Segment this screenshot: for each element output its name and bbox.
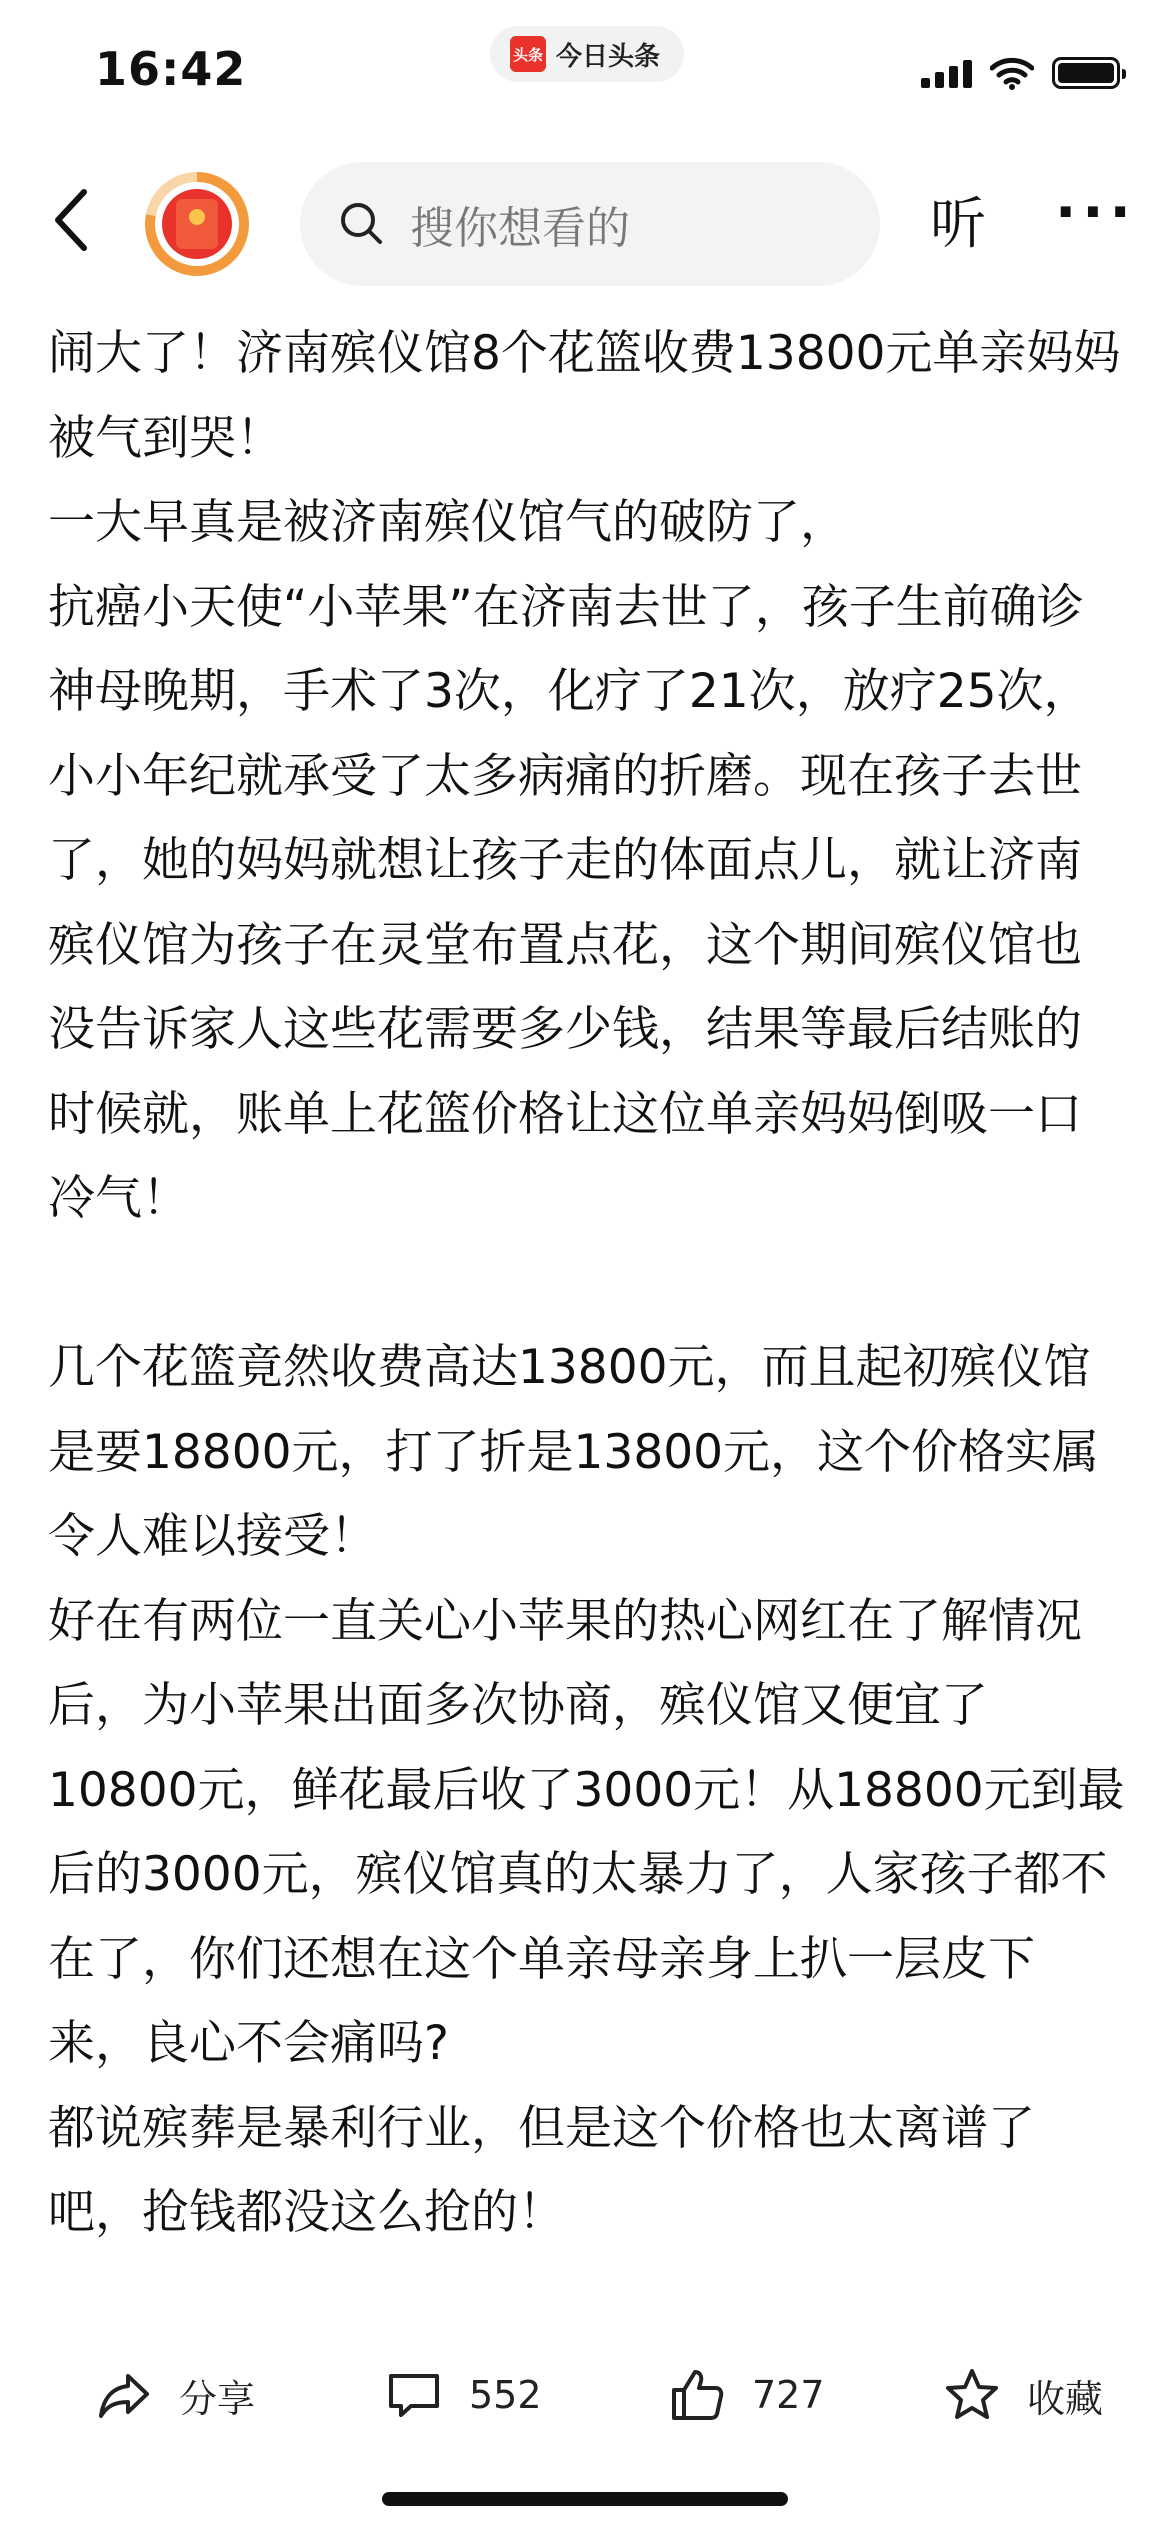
status-time: 16:42 bbox=[95, 42, 247, 96]
article-title: 闹大了！济南殡仪馆8个花篮收费13800元单亲妈妈被气到哭！ bbox=[48, 326, 1121, 466]
battery-icon bbox=[1052, 57, 1120, 89]
toutiao-logo-icon: 头条 bbox=[510, 36, 546, 72]
search-placeholder: 搜你想看的 bbox=[410, 203, 630, 254]
back-button[interactable] bbox=[40, 180, 110, 260]
search-icon bbox=[336, 198, 388, 250]
status-icons bbox=[921, 56, 1120, 90]
comment-count: 552 bbox=[469, 2373, 542, 2417]
red-envelope-avatar-button[interactable] bbox=[145, 172, 249, 276]
bottom-action-bar bbox=[0, 2340, 1170, 2450]
like-button[interactable] bbox=[668, 2340, 825, 2450]
share-button[interactable] bbox=[95, 2340, 255, 2450]
cellular-signal-icon bbox=[921, 58, 972, 88]
article-paragraph: 都说殡葬是暴利行业，但是这个价格也太离谱了吧，抢钱都没这么抢的！ bbox=[48, 2100, 1035, 2240]
share-label: 分享 bbox=[179, 2376, 256, 2421]
favorite-label: 收藏 bbox=[1027, 2376, 1104, 2421]
paragraph-gap bbox=[48, 1242, 1128, 1327]
app-indicator-pill[interactable] bbox=[490, 26, 684, 82]
app-name: 今日头条 bbox=[556, 41, 661, 72]
home-indicator[interactable] bbox=[382, 2492, 788, 2506]
listen-button[interactable]: 听 bbox=[930, 192, 986, 257]
status-bar bbox=[0, 0, 1170, 150]
star-icon bbox=[943, 2366, 1001, 2424]
search-input[interactable] bbox=[300, 162, 880, 286]
favorite-button[interactable] bbox=[943, 2340, 1103, 2450]
article-paragraph: 一大早真是被济南殡仪馆气的破防了， bbox=[48, 495, 847, 550]
comment-button[interactable] bbox=[385, 2340, 542, 2450]
share-icon bbox=[95, 2366, 153, 2424]
top-nav-bar bbox=[0, 150, 1170, 290]
wifi-icon bbox=[990, 56, 1034, 90]
comment-icon bbox=[385, 2366, 443, 2424]
article-paragraph: 好在有两位一直关心小苹果的热心网红在了解情况后，为小苹果出面多次协商，殡仪馆又便宜了10800元，鲜花最后收了3000元！从18800元到最后的3000元，殡仪馆真的太暴力了，人家孩子都不在了，你们还想在这个单亲母亲身上扒一层皮下来，良心不会痛吗? bbox=[48, 1593, 1125, 2071]
red-envelope-icon bbox=[162, 189, 232, 259]
article-paragraph: 抗癌小天使“小苹果”在济南去世了，孩子生前确诊神母晚期，手术了3次，化疗了21次，放疗25次，小小年纪就承受了太多病痛的折磨。现在孩子去世了，她的妈妈就想让孩子走的体面点儿，就让济南殡仪馆为孩子在灵堂布置点花，这个期间殡仪馆也没告诉家人这些花需要多少钱，结果等最后结账的时候就，账单上花篮价格让这位单亲妈妈倒吸一口冷气！ bbox=[48, 579, 1091, 1226]
article-body bbox=[48, 312, 1128, 2256]
article-paragraph: 几个花篮竟然收费高达13800元，而且起初殡仪馆是要18800元，打了折是13800元，这个价格实属令人难以接受！ bbox=[48, 1340, 1100, 1564]
thumbs-up-icon bbox=[668, 2366, 726, 2424]
more-options-button[interactable]: ··· bbox=[1055, 180, 1137, 245]
like-count: 727 bbox=[752, 2373, 825, 2417]
chevron-left-icon bbox=[40, 180, 110, 260]
